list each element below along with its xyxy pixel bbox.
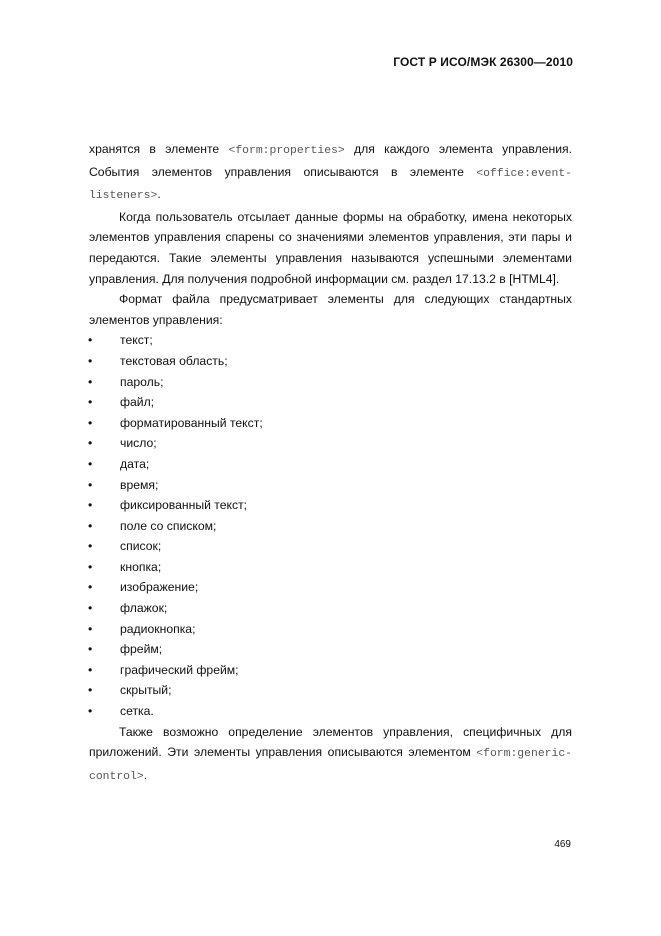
list-item: • фрейм; (89, 639, 572, 660)
list-item: • число; (89, 433, 572, 454)
list-item: • кнопка; (89, 557, 572, 578)
list-item: • поле со списком; (89, 516, 572, 537)
code-form-properties: <form:properties> (228, 145, 345, 157)
paragraph-text: . (143, 767, 148, 782)
list-item: • сетка. (89, 701, 572, 722)
list-item: • радиокнопка; (89, 619, 572, 640)
list-item: • текстовая область; (89, 351, 572, 372)
paragraph-text: Также возможно определение элементов управления, специфичных для приложений. Эти элементы управления описываются элементом (89, 724, 572, 760)
list-item: • время; (89, 475, 572, 496)
list-item: • изображение; (89, 577, 572, 598)
list-item: • дата; (89, 454, 572, 475)
list-item: • список; (89, 536, 572, 557)
paragraph-text: для каждого элемента управления. События элементов управления описываются в элементе (89, 142, 572, 179)
list-item: • файл; (89, 392, 572, 413)
paragraph-standard-controls: Формат файла предусматривает элементы для следующих стандартных элементов управления: (89, 292, 572, 327)
document-header: ГОСТ Р ИСО/МЭК 26300—2010 (393, 55, 573, 69)
paragraph-generic-control (89, 722, 572, 788)
paragraph-properties (89, 139, 572, 207)
list-item: • пароль; (89, 372, 572, 393)
list-item: • фиксированный текст; (89, 495, 572, 516)
list-item: • флажок; (89, 598, 572, 619)
list-item: • графический фрейм; (89, 660, 572, 681)
page-number: 469 (554, 839, 571, 850)
paragraph-text: хранятся в элементе (89, 142, 229, 156)
list-item: • форматированный текст; (89, 413, 572, 434)
list-item: • текст; (89, 330, 572, 351)
code-office-event-listeners: <office:event-listeners> (89, 167, 572, 203)
paragraph-text: . (157, 187, 161, 202)
code-form-generic-control: <form:generic-control> (89, 748, 572, 783)
list-item: • скрытый; (89, 680, 572, 701)
controls-list (89, 330, 572, 721)
page-content (89, 139, 572, 787)
paragraph-successful-controls: Когда пользователь отсылает данные формы на обработку, имена некоторых элементов управления спарены со значениями элементов управления, эти пары и передаются. Такие элементы управления называются успешными элементами управления. Для получения подробной информации см. раздел 17.13.2 в [HTML4]. (89, 209, 572, 286)
